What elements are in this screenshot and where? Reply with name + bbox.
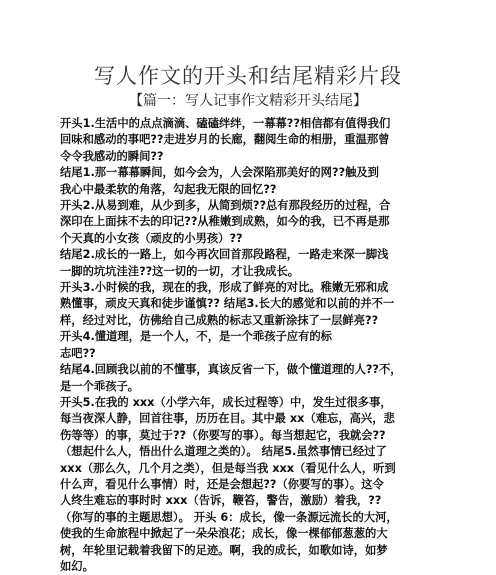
text-line: 树，年轮里记载着我留下的足迹。啊，我的成长，如歌如诗，如梦 [60, 543, 388, 557]
text-line: 开头2.从易到难，从少到多，从简到烦??总有那段经历的过程，合 [60, 199, 391, 213]
text-line: 志吧?? [60, 346, 96, 360]
text-line: 开头4.懂道理，是一个人，不，是一个乖孩子应有的标 [60, 330, 332, 344]
text-line: 一脚的坑坑洼洼??这一切的一切，才让我成长。 [60, 264, 300, 278]
page-title: 写人作文的开头和结尾精彩片段 [94, 64, 402, 88]
text-line: 结尾4.回顾我以前的不懂事，真该反省一下，做个懂道理的人??不， [60, 363, 402, 377]
text-line: 每当夜深人静，回首往事，历历在目。其中最 xx（难忘，高兴，悲 [60, 412, 395, 426]
text-line: 如幻。 [60, 559, 94, 573]
text-line: 开头1.生活中的点点滴滴、磕磕绊绊，一幕幕??相信都有值得我们 [60, 117, 391, 130]
page-subtitle: 【篇一：写人记事作文精彩开头结尾】 [129, 93, 367, 109]
body-text [60, 116, 444, 575]
text-line: 使我的生命旅程中掀起了一朵朵浪花；成长，像一棵郁郁葱葱的大 [60, 527, 388, 541]
text-line: 结尾2.成长的一路上，如今再次回首那段路程，一路走来深一脚浅 [60, 248, 389, 262]
text-line: 样，经过对比，仿佛给自己成熟的标志又重新涂抹了一层鲜亮?? [60, 313, 379, 327]
text-line: （想起什么人，悟出什么道理之类的）。 结尾5.虽然事情已经过了 [60, 445, 387, 459]
text-line: 人终生难忘的事时时 xxx（告诉，鞭笞，警告，激励）着我，?? [60, 494, 382, 508]
text-line: 深印在上面抹不去的印记??从稚嫩到成熟，如今的我，已不再是那 [60, 215, 390, 229]
text-line: 我心中最柔软的角落，勾起我无限的回忆?? [60, 182, 277, 196]
text-line: 熟懂事，顽皮天真和徒步谨慎?? 结尾3.长大的感觉和以前的并不一 [60, 297, 395, 311]
text-line: xxx（那么久，几个月之类），但是每当我 xxx（看见什么人，听到 [60, 461, 396, 475]
text-line: 回味和感动的事吧??走进岁月的长廊，翻阅生命的相册，重温那曾 [60, 133, 390, 147]
text-line: 结尾1.那一幕幕瞬间，如今会为，人会深陷那美好的网??触及到 [60, 166, 379, 180]
text-line: 开头5.在我的 xxx（小学六年，成长过程等）中，发生过很多事， [60, 395, 392, 409]
text-line: 个天真的小女孩（顽皮的小男孩）?? [60, 231, 243, 245]
text-line: 是一个乖孩子。 [60, 379, 140, 393]
text-line: 什么声，看见什么事情）时，还是会想起??（你要写的事）。这令 [60, 477, 384, 491]
text-line: 令令我感动的瞬间?? [60, 149, 164, 163]
text-line: 伤等等）的事，莫过于??（你要写的事）。每当想起它，我就会?? [60, 428, 386, 442]
text-line: （你写的事的主题思想）。 开头 6：成长，像一条源远流长的大河， [60, 510, 398, 524]
text-line: 开头3.小时候的我，现在的我，形成了鲜亮的对比。稚嫩无邪和成 [60, 281, 389, 295]
